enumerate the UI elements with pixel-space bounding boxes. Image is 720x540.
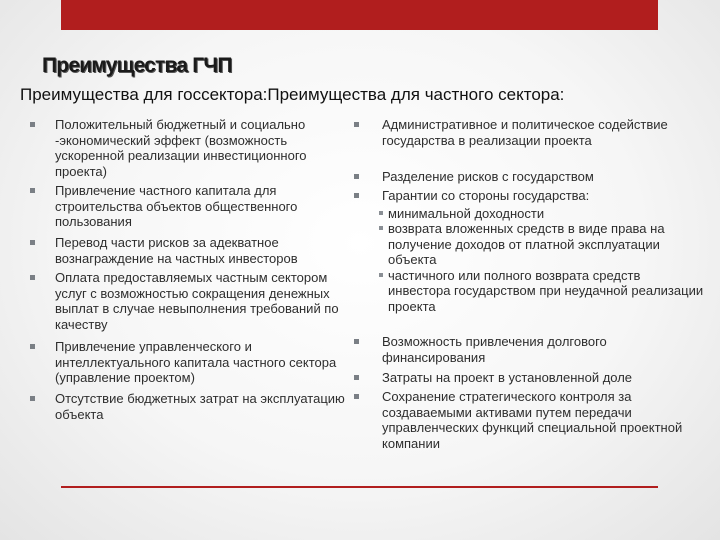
list-item-text: Разделение рисков с государством: [382, 169, 594, 184]
list-item-text: Административное и политическое содействие государства в реализации проекта: [382, 117, 668, 148]
list-item: [352, 334, 704, 365]
list-item: [352, 188, 704, 314]
square-bullet-icon: [379, 211, 383, 215]
sub-list-item: [352, 268, 704, 315]
list-item: [352, 169, 704, 185]
square-bullet-icon: [354, 174, 359, 179]
square-bullet-icon: [354, 339, 359, 344]
list-item-text: Сохранение стратегического контроля за создаваемыми активами путем передачи управленческих функций специальной проектной компании: [382, 389, 683, 451]
square-bullet-icon: [379, 273, 383, 277]
slide-subtitle: Преимущества для госсектора:Преимущества для частного сектора:: [20, 85, 565, 104]
list-item-text: Возможность привлечения долгового финансирования: [382, 334, 607, 365]
list-item: [352, 370, 704, 386]
square-bullet-icon: [30, 344, 35, 349]
slide-title: Преимущества ГЧП: [42, 54, 232, 77]
square-bullet-icon: [379, 226, 383, 230]
sub-list-item-text: возврата вложенных средств в виде права на получение доходов от платной эксплуатации объекта: [388, 221, 665, 267]
square-bullet-icon: [30, 396, 35, 401]
square-bullet-icon: [30, 188, 35, 193]
list-item: [352, 389, 704, 451]
square-bullet-icon: [30, 122, 35, 127]
list-item: [28, 235, 346, 266]
square-bullet-icon: [30, 240, 35, 245]
square-bullet-icon: [30, 275, 35, 280]
list-item-text: Привлечение управленческого и интеллектуального капитала частного сектора (управление проектом): [55, 339, 337, 385]
sub-list-item: [352, 221, 704, 268]
list-item: [28, 117, 346, 179]
top-accent-bar: [61, 0, 658, 30]
list-item: [28, 183, 346, 230]
square-bullet-icon: [354, 193, 359, 198]
list-item: [28, 339, 346, 386]
sub-list-item-text: минимальной доходности: [388, 205, 545, 221]
list-item: [352, 117, 704, 148]
list-item-text: Отсутствие бюджетных затрат на эксплуатацию объекта: [55, 391, 345, 422]
list-item-text: Гарантии со стороны государства:: [382, 188, 590, 203]
guarantees-sublist: [352, 206, 704, 315]
list-item-text: Оплата предоставляемых частным сектором услуг с возможностью сокращения денежных выплат в случае невыполнения требований по качеству: [55, 270, 339, 332]
list-item: [28, 391, 346, 422]
square-bullet-icon: [354, 122, 359, 127]
list-item: [28, 270, 346, 332]
square-bullet-icon: [354, 375, 359, 380]
list-item-text: Перевод части рисков за адекватное вознаграждение на частных инвесторов: [55, 235, 298, 266]
square-bullet-icon: [354, 394, 359, 399]
list-item-text: Положительный бюджетный и социально -экономический эффект (возможность ускоренной реализации инвестиционного проекта): [55, 117, 307, 179]
sub-list-item-text: частичного или полного возврата средств инвестора государством при неудачной реализации проекта: [388, 267, 704, 314]
list-item-text: Привлечение частного капитала для строительства объектов общественного пользования: [55, 183, 298, 229]
bottom-divider: [61, 486, 658, 488]
list-item-text: Затраты на проект в установленной доле: [382, 370, 633, 385]
sub-list-item: [352, 206, 704, 222]
